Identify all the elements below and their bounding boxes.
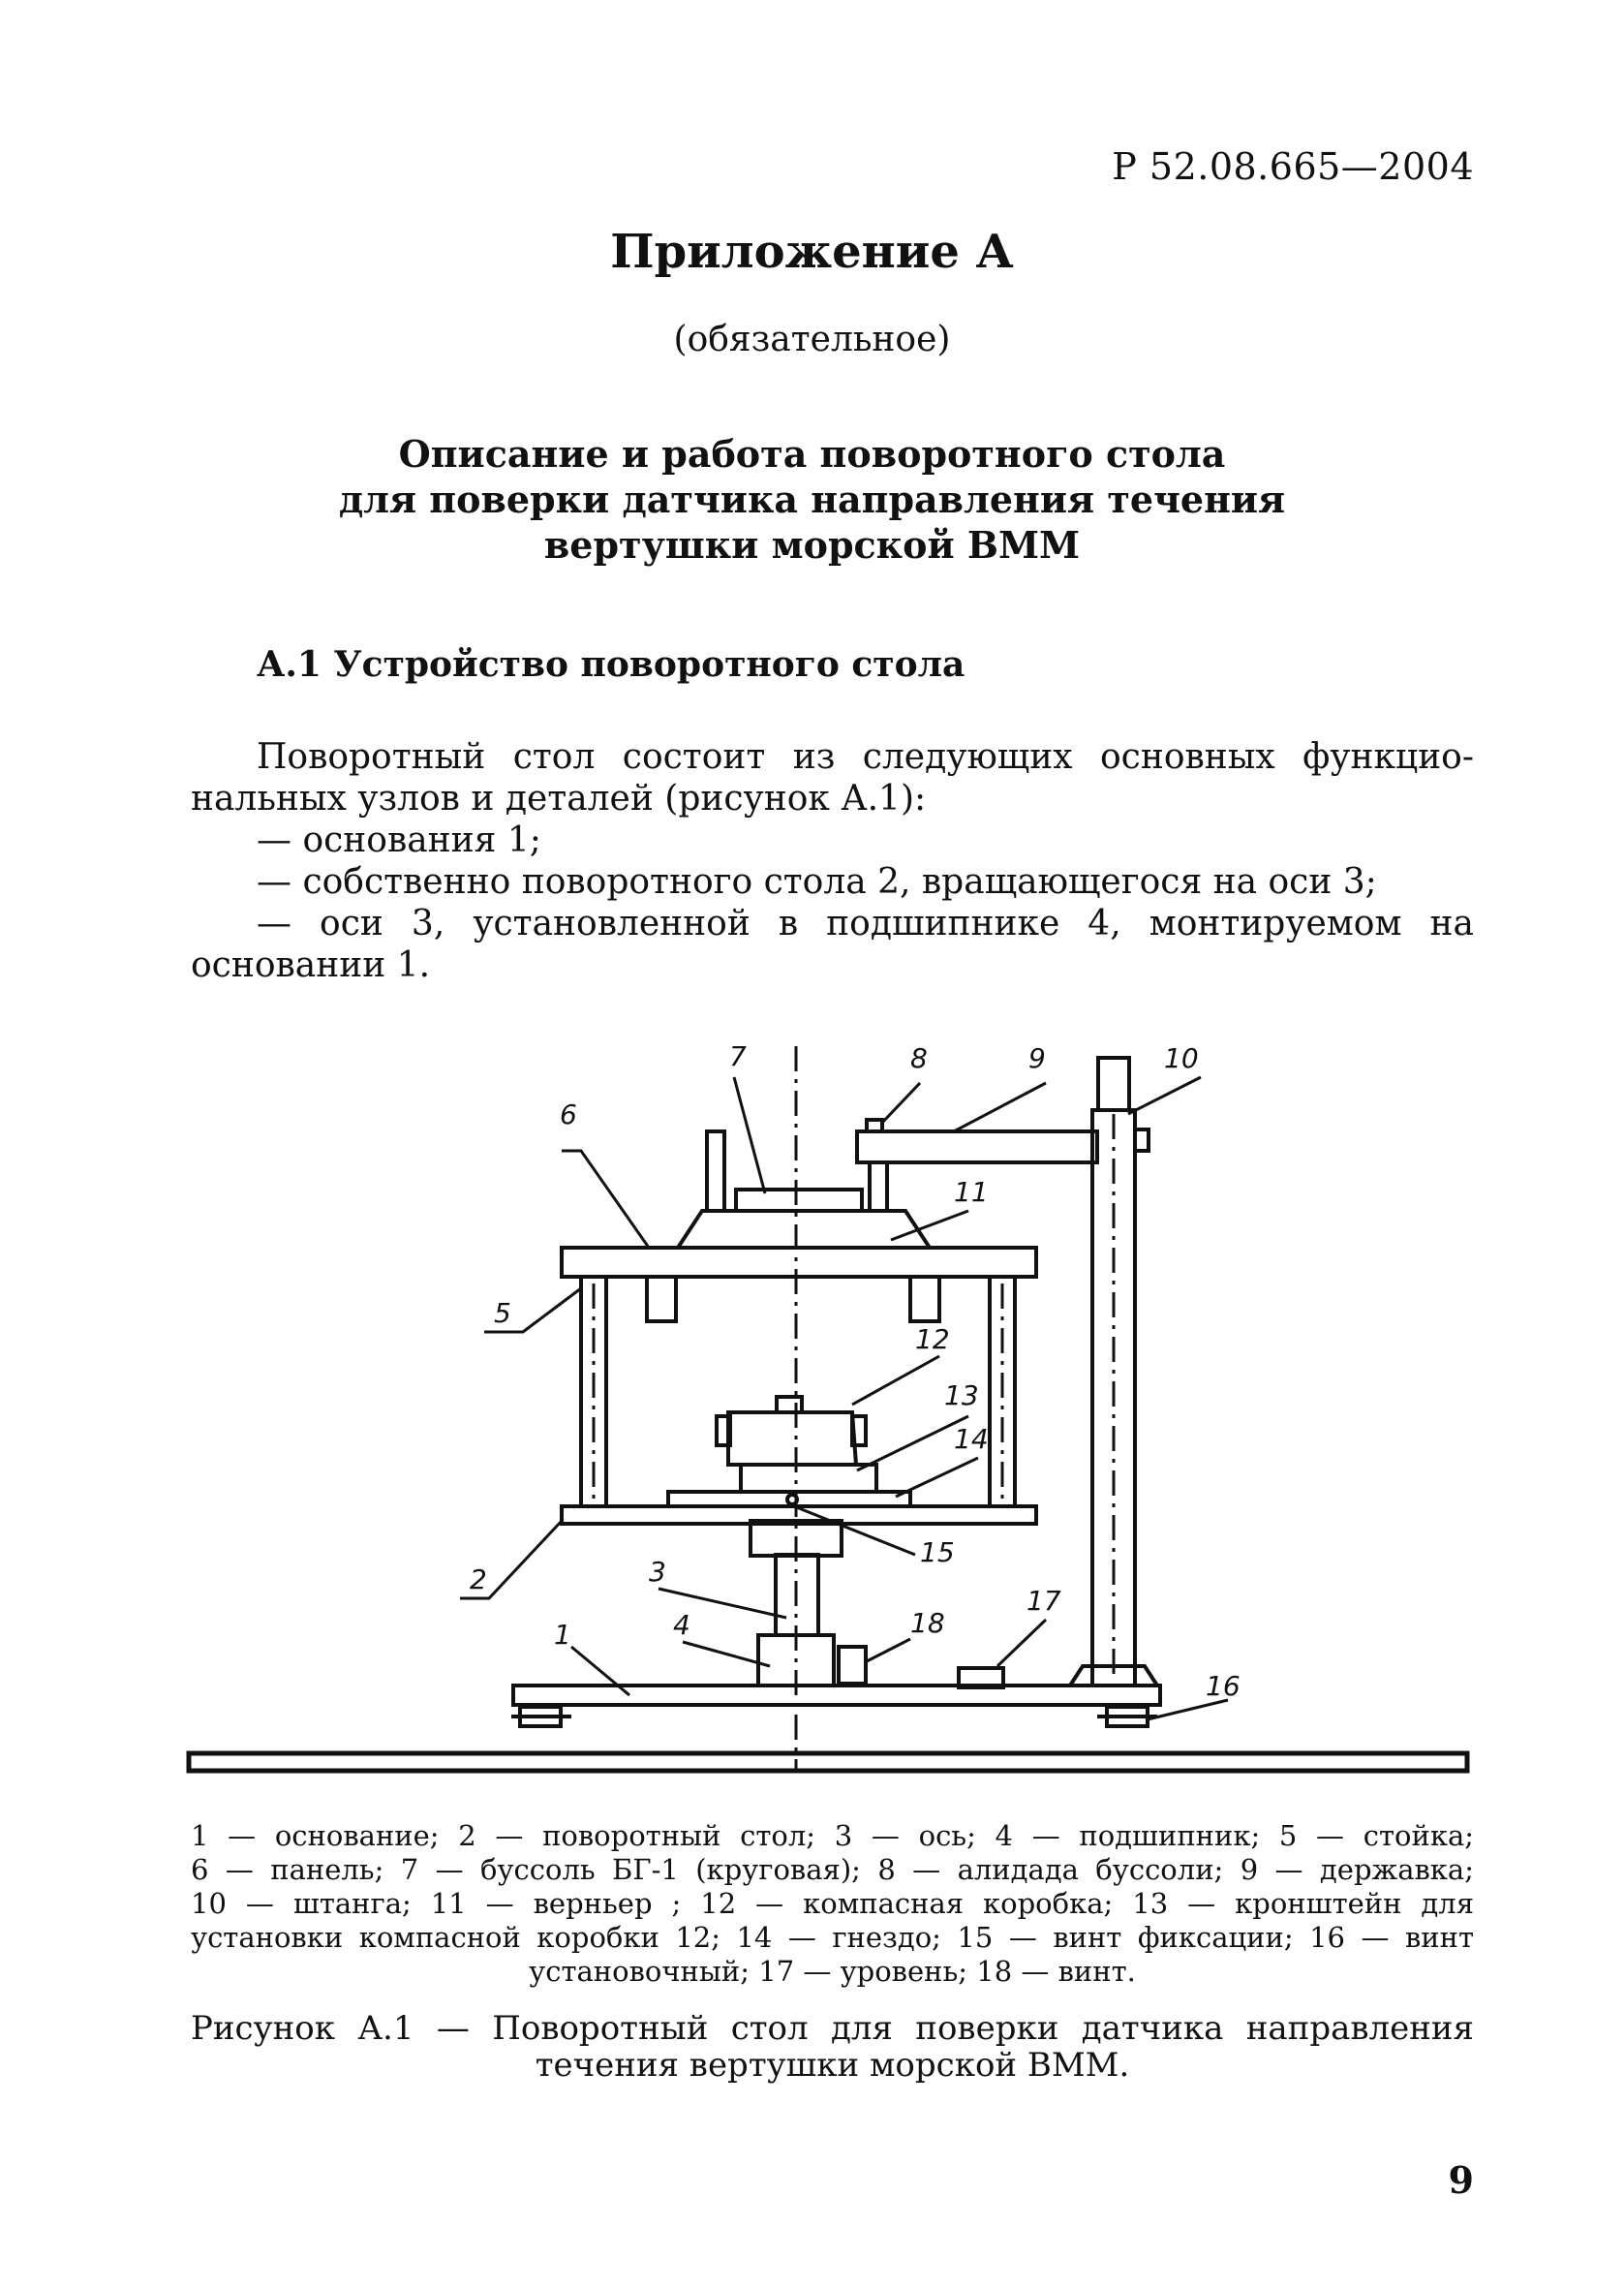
title-line: вертушки морской ВММ <box>543 523 1081 567</box>
list-item: — основания 1; <box>257 820 541 860</box>
figure-label: 13 <box>944 1379 979 1411</box>
figure-label: 5 <box>494 1297 511 1329</box>
figure-label: 3 <box>649 1556 666 1588</box>
caption-line: Рисунок А.1 — Поворотный стол для поверки датчика направления <box>191 2009 1474 2048</box>
figure-label: 4 <box>673 1609 690 1641</box>
title-line: Описание и работа поворотного стола <box>398 432 1226 476</box>
figure-label: 7 <box>729 1040 747 1072</box>
legend-line: 10 — штанга; 11 — верньер ; 12 — компасная коробка; 13 — кронштейн для <box>191 1887 1474 1920</box>
figure-label: 9 <box>1028 1042 1046 1074</box>
list-item: — оси 3, установленной в подшипнике 4, монтируемом на <box>257 904 1474 943</box>
figure-label: 12 <box>915 1323 950 1355</box>
page-number: 9 <box>1448 2158 1474 2202</box>
caption-line: течения вертушки морской ВММ. <box>535 2046 1130 2085</box>
legend-line: установочный; 17 — уровень; 18 — винт. <box>529 1955 1136 1988</box>
figure-label: 11 <box>954 1176 989 1208</box>
legend-line: установки компасной коробки 12; 14 — гнездо; 15 — винт фиксации; 16 — винт <box>191 1921 1474 1954</box>
paragraph-line: Поворотный стол состоит из следующих основных функцио- <box>257 737 1474 777</box>
figure-label: 16 <box>1206 1670 1241 1702</box>
figure-label: 14 <box>954 1423 989 1455</box>
document-number: Р 52.08.665—2004 <box>1112 145 1474 188</box>
figure-label: 8 <box>910 1042 928 1074</box>
legend-line: 6 — панель; 7 — буссоль БГ-1 (круговая); 8 — алидада буссоли; 9 — державка; <box>191 1853 1474 1886</box>
figure-label: 1 <box>554 1619 571 1651</box>
body-text <box>191 736 1474 986</box>
list-item: — собственно поворотного стола 2, вращающегося на оси 3; <box>257 862 1377 902</box>
appendix-status: (обязательное) <box>673 320 951 359</box>
figure-label: 17 <box>1026 1585 1061 1617</box>
list-item-continuation: основании 1. <box>191 945 431 985</box>
figure-label: 10 <box>1164 1042 1199 1074</box>
appendix-title: Приложение А <box>610 225 1014 279</box>
figure-caption <box>191 2010 1474 2084</box>
title-line: для поверки датчика направления течения <box>338 478 1286 521</box>
legend-line: 1 — основание; 2 — поворотный стол; 3 — ось; 4 — подшипник; 5 — стойка; <box>191 1819 1474 1852</box>
figure-label: 15 <box>920 1536 955 1568</box>
figure-legend <box>191 1819 1474 1989</box>
paragraph-line: нальных узлов и деталей (рисунок А.1): <box>191 779 927 819</box>
section-heading: А.1 Устройство поворотного стола <box>257 644 965 685</box>
rotary-table-diagram <box>0 1007 1624 1802</box>
figure-label: 2 <box>470 1563 487 1595</box>
document-title <box>0 431 1624 568</box>
figure-label: 18 <box>910 1607 945 1639</box>
figure-label: 6 <box>560 1098 577 1130</box>
